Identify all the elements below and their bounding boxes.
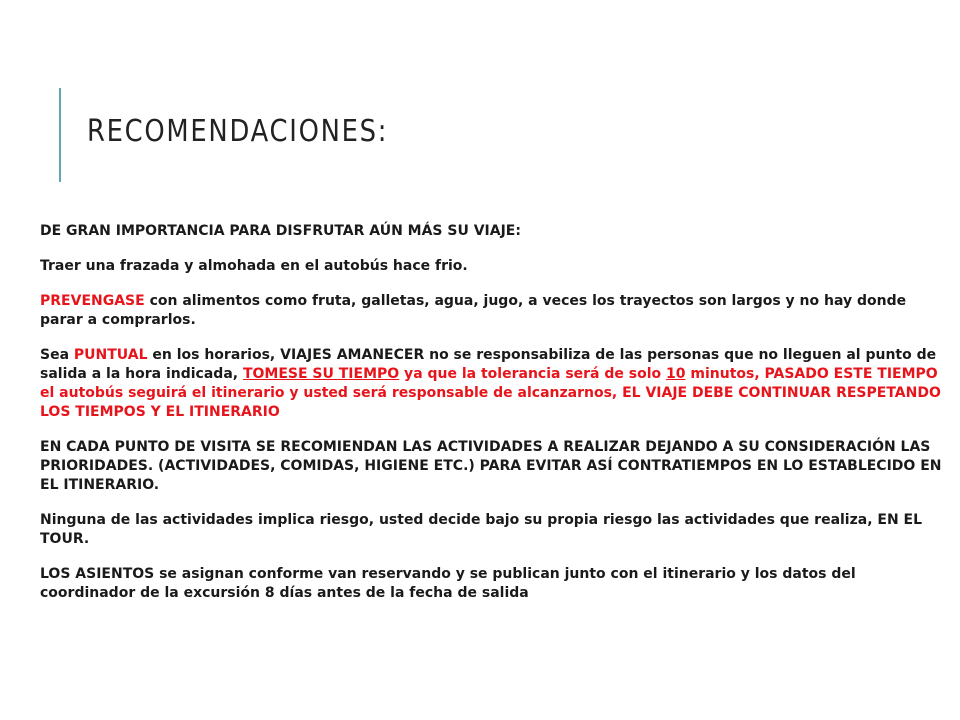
punctuality-t7: minutos, PASADO ESTE TIEMPO el autobús seguirá el itinerario y usted será responsable de alcanzarnos, EL VIAJE DEBE CONTINUAR RESPETANDO LOS TIEMPOS Y EL ITINERARIO bbox=[40, 366, 941, 420]
prevengase-highlight: PREVENGASE bbox=[40, 293, 145, 309]
punctuality-t1: Sea bbox=[40, 347, 74, 363]
tomese-su-tiempo-highlight: TOMESE SU TIEMPO bbox=[242, 366, 400, 382]
puntual-highlight: PUNTUAL bbox=[73, 347, 148, 363]
tolerance-minutes: 10 bbox=[666, 366, 686, 382]
paragraph-food bbox=[40, 292, 945, 330]
paragraph-visit-points: EN CADA PUNTO DE VISITA SE RECOMIENDAN LAS ACTIVIDADES A REALIZAR DEJANDO A SU CONSIDERACIÓN LAS PRIORIDADES. (ACTIVIDADES, COMIDAS, HIGIENE ETC.) PARA EVITAR ASÍ CONTRATIEMPOS EN LO ESTABLECIDO EN EL ITINERARIO. bbox=[40, 439, 942, 493]
punctuality-t5: ya que la tolerancia será de solo bbox=[399, 366, 667, 382]
paragraph-blanket: Traer una frazada y almohada en el autobús hace frio. bbox=[40, 258, 468, 274]
paragraph-punctuality bbox=[40, 346, 945, 422]
paragraph-risk: Ninguna de las actividades implica riesgo, usted decide bajo su propia riesgo las actividades que realiza, EN EL TOUR. bbox=[40, 512, 923, 547]
title-accent-bar bbox=[59, 88, 61, 182]
paragraph-seats: LOS ASIENTOS se asignan conforme van reservando y se publican junto con el itinerario y los datos del coordinador de la excursión 8 días antes de la fecha de salida bbox=[40, 566, 856, 601]
punctuality-t3: en los horarios, VIAJES AMANECER no se responsabiliza de las personas que no lleguen al punto de salida a la hora indicada, bbox=[40, 347, 937, 382]
slide-content bbox=[40, 222, 945, 619]
slide-title: RECOMENDACIONES: bbox=[87, 114, 389, 149]
importance-heading: DE GRAN IMPORTANCIA PARA DISFRUTAR AÚN MÁS SU VIAJE: bbox=[40, 223, 521, 239]
paragraph-food-text: con alimentos como fruta, galletas, agua, jugo, a veces los trayectos son largos y no hay donde parar a comprarlos. bbox=[40, 293, 907, 328]
